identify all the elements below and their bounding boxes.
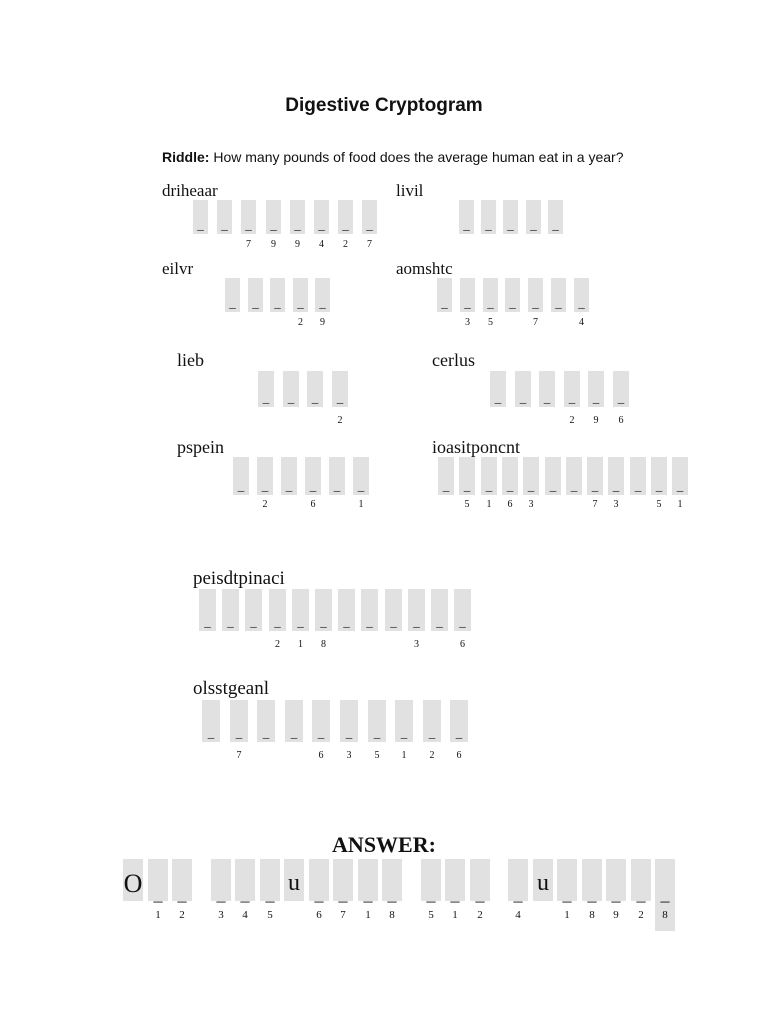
- clue-number: 4: [319, 239, 324, 250]
- letter-box[interactable]: [225, 278, 240, 312]
- clue-number: 2: [569, 415, 575, 426]
- answer-clue-number: 3: [218, 909, 224, 921]
- answer-clue-number: 6: [316, 909, 322, 921]
- answer-letter-box[interactable]: [260, 859, 280, 904]
- letter-box[interactable]: [566, 457, 582, 495]
- answer-letter-box[interactable]: [382, 859, 402, 904]
- letter-box[interactable]: [202, 700, 220, 742]
- answer-heading: ANSWER:: [332, 832, 436, 857]
- letter-box[interactable]: [340, 700, 358, 742]
- letter-box[interactable]: [233, 457, 249, 495]
- blank-underscore: _: [660, 884, 670, 904]
- blank-underscore: _: [441, 295, 448, 310]
- blank-underscore: _: [262, 390, 270, 405]
- answer-given-letter: u: [537, 870, 549, 896]
- answer-letter-box[interactable]: [557, 859, 577, 904]
- blank-underscore: _: [227, 614, 234, 629]
- letter-box[interactable]: [315, 589, 332, 631]
- answer-letter-box[interactable]: [309, 859, 329, 904]
- letter-box[interactable]: [332, 371, 348, 407]
- letter-box[interactable]: [587, 457, 603, 495]
- letter-box[interactable]: [241, 200, 256, 234]
- letter-box[interactable]: [437, 278, 452, 312]
- blank-underscore: _: [655, 478, 663, 493]
- letter-box[interactable]: [315, 278, 330, 312]
- blank-underscore: _: [612, 478, 620, 493]
- scrambled-word: ioasitponcnt: [432, 437, 520, 457]
- answer-letter-box[interactable]: [445, 859, 465, 904]
- blank-underscore: _: [436, 614, 443, 629]
- scrambled-word: olsstgeanl: [193, 678, 269, 699]
- blank-underscore: _: [274, 614, 281, 629]
- answer-letter-box[interactable]: [172, 859, 192, 904]
- clue-number: 9: [295, 239, 300, 250]
- blank-underscore: _: [207, 725, 215, 740]
- blank-underscore: _: [338, 884, 348, 904]
- letter-box[interactable]: [483, 278, 498, 312]
- letter-box[interactable]: [368, 700, 386, 742]
- blank-underscore: _: [562, 884, 572, 904]
- blank-underscore: _: [309, 478, 317, 493]
- blank-underscore: _: [494, 390, 502, 405]
- letter-box[interactable]: [613, 371, 629, 407]
- letter-box[interactable]: [523, 457, 539, 495]
- letter-box[interactable]: [515, 371, 531, 407]
- blank-underscore: _: [506, 478, 514, 493]
- blank-underscore: _: [555, 295, 562, 310]
- blank-underscore: _: [270, 217, 277, 232]
- blank-underscore: _: [442, 478, 450, 493]
- scrambled-word: aomshtc: [396, 259, 453, 278]
- answer-clue-number: 9: [613, 909, 619, 921]
- answer-letter-box[interactable]: [211, 859, 231, 904]
- blank-underscore: _: [250, 614, 257, 629]
- clue-number: 6: [310, 499, 316, 510]
- letter-box[interactable]: [270, 278, 285, 312]
- answer-letter-box[interactable]: [148, 859, 168, 904]
- blank-underscore: _: [318, 217, 325, 232]
- answer-letter-box[interactable]: [606, 859, 626, 904]
- clue-number: 7: [592, 499, 598, 510]
- blank-underscore: _: [487, 295, 494, 310]
- letter-box[interactable]: [551, 278, 566, 312]
- blank-underscore: _: [513, 884, 523, 904]
- blank-underscore: _: [197, 217, 204, 232]
- blank-underscore: _: [297, 614, 304, 629]
- letter-box[interactable]: [502, 457, 518, 495]
- blank-underscore: _: [530, 217, 537, 232]
- letter-box[interactable]: [539, 371, 555, 407]
- letter-box[interactable]: [431, 589, 448, 631]
- letter-box[interactable]: [314, 200, 329, 234]
- blank-underscore: _: [463, 478, 471, 493]
- letter-box[interactable]: [564, 371, 580, 407]
- letter-box[interactable]: [608, 457, 624, 495]
- letter-box[interactable]: [526, 200, 541, 234]
- clue-number: 1: [298, 639, 303, 650]
- blank-underscore: _: [519, 390, 527, 405]
- clue-number: 1: [358, 499, 364, 510]
- letter-box[interactable]: [651, 457, 667, 495]
- clue-number: 3: [346, 750, 352, 761]
- letter-box[interactable]: [630, 457, 646, 495]
- answer-clue-number: 7: [340, 909, 346, 921]
- clue-number: 3: [465, 317, 470, 328]
- scrambled-word: pspein: [177, 437, 224, 457]
- clue-number: 6: [507, 499, 513, 510]
- clue-number: 7: [236, 750, 242, 761]
- answer-given-letter: u: [288, 870, 300, 896]
- letter-box[interactable]: [217, 200, 232, 234]
- letter-box[interactable]: [248, 278, 263, 312]
- answer-clue-number: 4: [515, 909, 521, 921]
- clue-number: 3: [613, 499, 619, 510]
- blank-underscore: _: [634, 478, 642, 493]
- letter-box[interactable]: [281, 457, 297, 495]
- letter-box[interactable]: [307, 371, 323, 407]
- letter-box[interactable]: [362, 200, 377, 234]
- clue-number: 4: [579, 317, 584, 328]
- letter-box[interactable]: [269, 589, 286, 631]
- clue-number: 3: [528, 499, 534, 510]
- answer-letter-box[interactable]: [333, 859, 353, 904]
- blank-underscore: _: [549, 478, 557, 493]
- letter-box[interactable]: [438, 457, 454, 495]
- answer-letter-box[interactable]: [235, 859, 255, 904]
- clue-number: 6: [318, 750, 324, 761]
- blank-underscore: _: [464, 295, 471, 310]
- clue-number: 5: [656, 499, 662, 510]
- scrambled-word: driheaar: [162, 181, 218, 200]
- blank-underscore: _: [319, 295, 326, 310]
- blank-underscore: _: [265, 884, 275, 904]
- letter-box[interactable]: [293, 278, 308, 312]
- clue-number: 9: [271, 239, 276, 250]
- answer-letter-box[interactable]: [582, 859, 602, 904]
- answer-clue-number: 5: [267, 909, 273, 921]
- letter-box[interactable]: [199, 589, 216, 631]
- blank-underscore: _: [363, 884, 373, 904]
- blank-underscore: _: [543, 390, 551, 405]
- blank-underscore: _: [311, 390, 319, 405]
- blank-underscore: _: [527, 478, 535, 493]
- clue-number: 2: [337, 415, 343, 426]
- letter-box[interactable]: [481, 457, 497, 495]
- clue-number: 2: [429, 750, 435, 761]
- blank-underscore: _: [357, 478, 365, 493]
- answer-clue-number: 2: [477, 909, 483, 921]
- blank-underscore: _: [297, 295, 304, 310]
- blank-underscore: _: [507, 217, 514, 232]
- blank-underscore: _: [459, 614, 466, 629]
- letter-box[interactable]: [460, 278, 475, 312]
- blank-underscore: _: [617, 390, 625, 405]
- letter-box[interactable]: [257, 700, 275, 742]
- clue-number: 5: [374, 750, 380, 761]
- blank-underscore: _: [216, 884, 226, 904]
- blank-underscore: _: [252, 295, 259, 310]
- blank-underscore: _: [592, 390, 600, 405]
- clue-number: 8: [321, 639, 326, 650]
- scrambled-word: livil: [396, 181, 424, 200]
- letter-box[interactable]: [505, 278, 520, 312]
- letter-box[interactable]: [222, 589, 239, 631]
- clue-number: 6: [618, 415, 624, 426]
- answer-clue-number: 5: [428, 909, 434, 921]
- blank-underscore: _: [274, 295, 281, 310]
- letter-box[interactable]: [548, 200, 563, 234]
- scrambled-word: lieb: [177, 350, 204, 370]
- letter-box[interactable]: [574, 278, 589, 312]
- answer-letter-box[interactable]: [508, 859, 528, 904]
- scrambled-word: eilvr: [162, 259, 194, 278]
- blank-underscore: _: [294, 217, 301, 232]
- letter-box[interactable]: [230, 700, 248, 742]
- clue-number: 7: [246, 239, 251, 250]
- answer-letter-box[interactable]: [421, 859, 441, 904]
- letter-box[interactable]: [329, 457, 345, 495]
- answer-clue-number: 8: [389, 909, 395, 921]
- blank-underscore: _: [285, 478, 293, 493]
- blank-underscore: _: [317, 725, 325, 740]
- riddle-line: [162, 149, 624, 165]
- answer-clue-number: 1: [564, 909, 570, 921]
- clue-number: 1: [677, 499, 683, 510]
- clue-number: 6: [460, 639, 465, 650]
- blank-underscore: _: [153, 884, 163, 904]
- letter-box[interactable]: [454, 589, 471, 631]
- letter-box[interactable]: [490, 371, 506, 407]
- clue-number: 2: [298, 317, 303, 328]
- clue-number: 9: [320, 317, 325, 328]
- riddle-question: How many pounds of food does the average human eat in a year?: [213, 149, 624, 165]
- blank-underscore: _: [568, 390, 576, 405]
- letter-box[interactable]: [408, 589, 425, 631]
- blank-underscore: _: [426, 884, 436, 904]
- clue-number: 2: [262, 499, 268, 510]
- letter-box[interactable]: [481, 200, 496, 234]
- blank-underscore: _: [475, 884, 485, 904]
- letter-box[interactable]: [528, 278, 543, 312]
- blank-underscore: _: [636, 884, 646, 904]
- blank-underscore: _: [676, 478, 684, 493]
- letter-box[interactable]: [672, 457, 688, 495]
- blank-underscore: _: [450, 884, 460, 904]
- blank-underscore: _: [345, 725, 353, 740]
- blank-underscore: _: [343, 614, 350, 629]
- blank-underscore: _: [261, 478, 269, 493]
- blank-underscore: _: [366, 614, 373, 629]
- blank-underscore: _: [240, 884, 250, 904]
- letter-box[interactable]: [545, 457, 561, 495]
- blank-underscore: _: [336, 390, 344, 405]
- clue-number: 5: [488, 317, 493, 328]
- letter-box[interactable]: [395, 700, 413, 742]
- letter-box[interactable]: [338, 200, 353, 234]
- clue-number: 1: [401, 750, 407, 761]
- blank-underscore: _: [552, 217, 559, 232]
- letter-box[interactable]: [423, 700, 441, 742]
- blank-underscore: _: [342, 217, 349, 232]
- clue-number: 7: [367, 239, 372, 250]
- letter-box[interactable]: [257, 457, 273, 495]
- blank-underscore: _: [428, 725, 436, 740]
- answer-clue-number: 8: [589, 909, 595, 921]
- blank-underscore: _: [237, 478, 245, 493]
- letter-box[interactable]: [459, 200, 474, 234]
- page-title: Digestive Cryptogram: [285, 95, 483, 116]
- clue-number: 2: [275, 639, 280, 650]
- answer-letter-box[interactable]: [631, 859, 651, 904]
- blank-underscore: _: [591, 478, 599, 493]
- clue-number: 2: [343, 239, 348, 250]
- answer-clue-number: 1: [155, 909, 161, 921]
- clue-number: 3: [414, 639, 419, 650]
- letter-box[interactable]: [290, 200, 305, 234]
- blank-underscore: _: [413, 614, 420, 629]
- blank-underscore: _: [390, 614, 397, 629]
- answer-clue-number: 1: [365, 909, 371, 921]
- answer-letter-box[interactable]: [533, 859, 553, 901]
- blank-underscore: _: [611, 884, 621, 904]
- letter-box[interactable]: [283, 371, 299, 407]
- blank-underscore: _: [366, 217, 373, 232]
- letter-box[interactable]: [503, 200, 518, 234]
- blank-underscore: _: [287, 390, 295, 405]
- blank-underscore: _: [221, 217, 228, 232]
- letter-box[interactable]: [193, 200, 208, 234]
- blank-underscore: _: [290, 725, 298, 740]
- letter-box[interactable]: [353, 457, 369, 495]
- scrambled-word: cerlus: [432, 350, 475, 370]
- clue-number: 7: [533, 317, 538, 328]
- answer-letter-box[interactable]: [284, 859, 304, 901]
- blank-underscore: _: [204, 614, 211, 629]
- riddle-label: Riddle:: [162, 149, 210, 165]
- blank-underscore: _: [314, 884, 324, 904]
- letter-box[interactable]: [285, 700, 303, 742]
- clue-number: 1: [486, 499, 492, 510]
- blank-underscore: _: [262, 725, 270, 740]
- scrambled-word: peisdtpinaci: [193, 568, 285, 589]
- answer-letter-box[interactable]: [470, 859, 490, 904]
- clue-number: 9: [593, 415, 599, 426]
- letter-box[interactable]: [305, 457, 321, 495]
- blank-underscore: _: [177, 884, 187, 904]
- answer-clue-number: 1: [452, 909, 458, 921]
- blank-underscore: _: [245, 217, 252, 232]
- letter-box[interactable]: [312, 700, 330, 742]
- blank-underscore: _: [485, 478, 493, 493]
- blank-underscore: _: [532, 295, 539, 310]
- blank-underscore: _: [320, 614, 327, 629]
- answer-letter-box[interactable]: [123, 859, 143, 901]
- blank-underscore: _: [400, 725, 408, 740]
- blank-underscore: _: [509, 295, 516, 310]
- letter-box[interactable]: [292, 589, 309, 631]
- letter-box[interactable]: [459, 457, 475, 495]
- blank-underscore: _: [373, 725, 381, 740]
- answer-clue-number: 4: [242, 909, 248, 921]
- letter-box[interactable]: [450, 700, 468, 742]
- letter-box[interactable]: [385, 589, 402, 631]
- blank-underscore: _: [485, 217, 492, 232]
- answer-clue-number: 2: [179, 909, 185, 921]
- blank-underscore: _: [235, 725, 243, 740]
- clue-number: 5: [464, 499, 470, 510]
- clue-number: 6: [456, 750, 462, 761]
- answer-given-letter: O: [123, 869, 143, 898]
- answer-clue-number: 2: [638, 909, 644, 921]
- blank-underscore: _: [463, 217, 470, 232]
- blank-underscore: _: [387, 884, 397, 904]
- blank-underscore: _: [570, 478, 578, 493]
- blank-underscore: _: [578, 295, 585, 310]
- letter-box[interactable]: [588, 371, 604, 407]
- letter-box[interactable]: [245, 589, 262, 631]
- letter-box[interactable]: [338, 589, 355, 631]
- answer-clue-number: 8: [662, 909, 668, 921]
- blank-underscore: _: [587, 884, 597, 904]
- letter-box[interactable]: [266, 200, 281, 234]
- blank-underscore: _: [333, 478, 341, 493]
- letter-box[interactable]: [258, 371, 274, 407]
- answer-letter-box[interactable]: [358, 859, 378, 904]
- blank-underscore: _: [229, 295, 236, 310]
- blank-underscore: _: [455, 725, 463, 740]
- letter-box[interactable]: [361, 589, 378, 631]
